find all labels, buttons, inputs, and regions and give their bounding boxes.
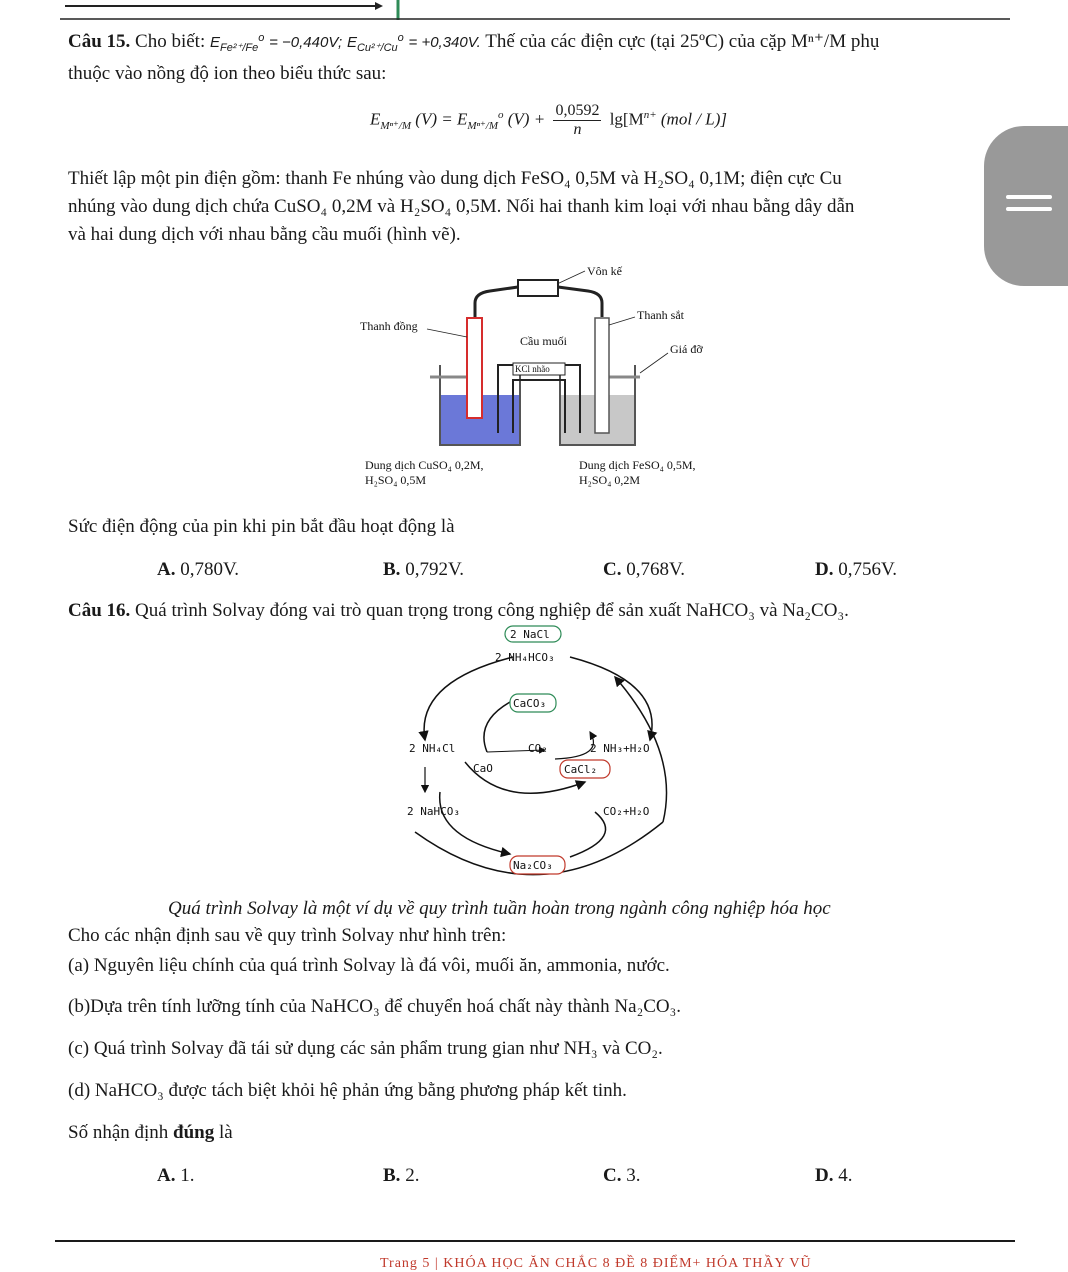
q15-option-d[interactable] [815, 558, 897, 582]
q16-question-suffix: là [214, 1122, 233, 1143]
q15-option-b[interactable] [383, 558, 464, 582]
q15-fe-value: = −0,440V; [269, 34, 343, 51]
option-text: 0,780V. [180, 559, 240, 580]
q15-intro-prefix: Cho biết: [135, 31, 206, 52]
option-text: 4. [838, 1165, 853, 1186]
q16-intro: Quá trình Solvay đóng vai trò quan trọng trong công nghiệp để sản xuất NaHCO₃ và Na₂CO₃. [135, 600, 849, 621]
formula-mid: (V) = E [415, 109, 468, 129]
label-iron-rod: Thanh sắt [637, 308, 684, 322]
q15-cu-potential: $E_{Cu^{2+}/Cu}^o$ [346, 32, 404, 54]
galvanic-cell-diagram [355, 255, 735, 500]
label-copper-rod: Thanh đồng [360, 319, 418, 333]
option-key: B. [383, 1165, 401, 1186]
q16-question [68, 1121, 233, 1145]
q16-statement-c: (c) Quá trình Solvay đã tái sử dụng các sản phẩm trung gian như NH₃ và CO₂. [68, 1038, 663, 1059]
q15-para2: nhúng vào dung dịch chứa CuSO₄ 0,2M và H₂SO₄ 0,5M. Nối hai thanh kim loại với nhau bằng dây dẫn [68, 196, 855, 217]
q15-fe-potential: $E_{Fe^{2+}/Fe}^o$ [210, 32, 265, 54]
label-stand: Giá đỡ [670, 342, 703, 356]
option-text: 2. [405, 1165, 420, 1186]
q15-para3: và hai dung dịch với nhau bằng cầu muối (hình vẽ). [68, 224, 461, 245]
formula-tail: (mol / L)] [660, 109, 728, 129]
q16-statement-b: (b)Dựa trên tính lưỡng tính của NaHCO₃ để chuyển hoá chất này thành Na₂CO₃. [68, 996, 681, 1017]
node-nh4hco3: 2 NH₄HCO₃ [495, 651, 555, 664]
q16-option-a[interactable] [157, 1164, 194, 1188]
label-right-solution-1: Dung dịch FeSO₄ 0,5M, [579, 458, 696, 472]
node-nh3-h2o: 2 NH₃+H₂O [590, 742, 650, 755]
q15-line2: thuộc vào nồng độ ion theo biểu thức sau: [68, 63, 387, 84]
page-footer: Trang 5 | KHÓA HỌC ĂN CHẮC 8 ĐỀ 8 ĐIỂM+ HÓA THẦY VŨ [380, 1256, 812, 1271]
voltmeter-box [518, 280, 558, 296]
q16-option-d[interactable] [815, 1164, 852, 1188]
formula-log: lg[M [609, 109, 644, 129]
node-na2co3: Na₂CO₃ [513, 859, 553, 872]
option-key: D. [815, 559, 834, 580]
copper-rod [467, 318, 482, 418]
nernst-formula: $E_{M^{n+}/M}$ $(V) = E_{M^{n+}/M}^o$ (V) + $\frac{0,0592}{n}$ $\lg[M^{n+}$ (mol / L)] [370, 102, 728, 138]
option-key: B. [383, 559, 401, 580]
q15-intro-suffix: Thế của các điện cực (tại 25ºC) của cặp Mⁿ⁺/M phụ [485, 31, 880, 52]
fraction-denominator: n [573, 121, 582, 138]
formula-fraction [553, 102, 601, 139]
solvay-caption: Quá trình Solvay là một ví dụ về quy trình tuần hoàn trong ngành công nghiệp hóa học [168, 898, 831, 919]
q15-cu-value: = +0,340V. [408, 34, 481, 51]
iron-rod [595, 318, 609, 433]
label-kcl: KCl nhão [515, 364, 550, 374]
q15-number: Câu 15. [68, 31, 131, 52]
footer-divider [55, 1240, 1015, 1242]
q16-question-prefix: Số nhận định [68, 1122, 174, 1143]
label-left-solution-2: H₂SO₄ 0,5M [365, 473, 427, 487]
option-key: A. [157, 1165, 176, 1186]
q15-para1: Thiết lập một pin điện gồm: thanh Fe nhúng vào dung dịch FeSO₄ 0,5M và H₂SO₄ 0,1M; điện cực Cu [68, 168, 842, 189]
node-co2-h2o: CO₂+H₂O [603, 805, 650, 818]
option-text: 0,792V. [405, 559, 464, 580]
node-cacl2: CaCl₂ [564, 763, 598, 776]
q16-statement-a: (a) Nguyên liệu chính của quá trình Solvay là đá vôi, muối ăn, ammonia, nước. [68, 955, 670, 976]
label-salt-bridge: Cầu muối [520, 334, 567, 348]
formula-mid2: (V) + [507, 109, 546, 129]
node-cao: CaO [473, 762, 493, 775]
formula-e: E [370, 109, 381, 129]
drag-handle-icon [1006, 195, 1052, 215]
q16-lead: Cho các nhận định sau về quy trình Solvay như hình trên: [68, 925, 507, 946]
solvay-cycle-diagram [395, 622, 685, 884]
node-caco3: CaCO₃ [513, 697, 547, 710]
q15-intro-line [68, 26, 879, 60]
option-key: D. [815, 1165, 834, 1186]
option-text: 0,756V. [838, 559, 898, 580]
fraction-numerator: 0,0592 [555, 102, 600, 119]
q16-intro-line [68, 599, 849, 623]
q16-question-bold: đúng [173, 1122, 215, 1143]
option-key: C. [603, 559, 622, 580]
top-decoration [0, 0, 1068, 20]
q16-option-c[interactable] [603, 1164, 640, 1188]
q15-question: Sức điện động của pin khi pin bắt đầu hoạt động là [68, 516, 455, 537]
node-nahco3: 2 NaHCO₃ [407, 805, 460, 818]
q15-option-c[interactable] [603, 558, 685, 582]
label-voltmeter: Vôn kế [587, 264, 622, 278]
node-co2: CO₂ [528, 742, 548, 755]
option-text: 3. [626, 1165, 641, 1186]
option-key: A. [157, 559, 176, 580]
node-nacl: 2 NaCl [510, 628, 550, 641]
option-text: 1. [180, 1165, 195, 1186]
label-right-solution-2: H₂SO₄ 0,2M [579, 473, 641, 487]
q15-option-a[interactable] [157, 558, 239, 582]
node-nh4cl: 2 NH₄Cl [409, 742, 456, 755]
label-left-solution-1: Dung dịch CuSO₄ 0,2M, [365, 458, 484, 472]
option-text: 0,768V. [626, 559, 686, 580]
q16-statement-d: (d) NaHCO₃ được tách biệt khỏi hệ phản ứng bằng phương pháp kết tinh. [68, 1080, 627, 1101]
option-key: C. [603, 1165, 622, 1186]
q16-number: Câu 16. [68, 600, 131, 621]
q16-option-b[interactable] [383, 1164, 419, 1188]
